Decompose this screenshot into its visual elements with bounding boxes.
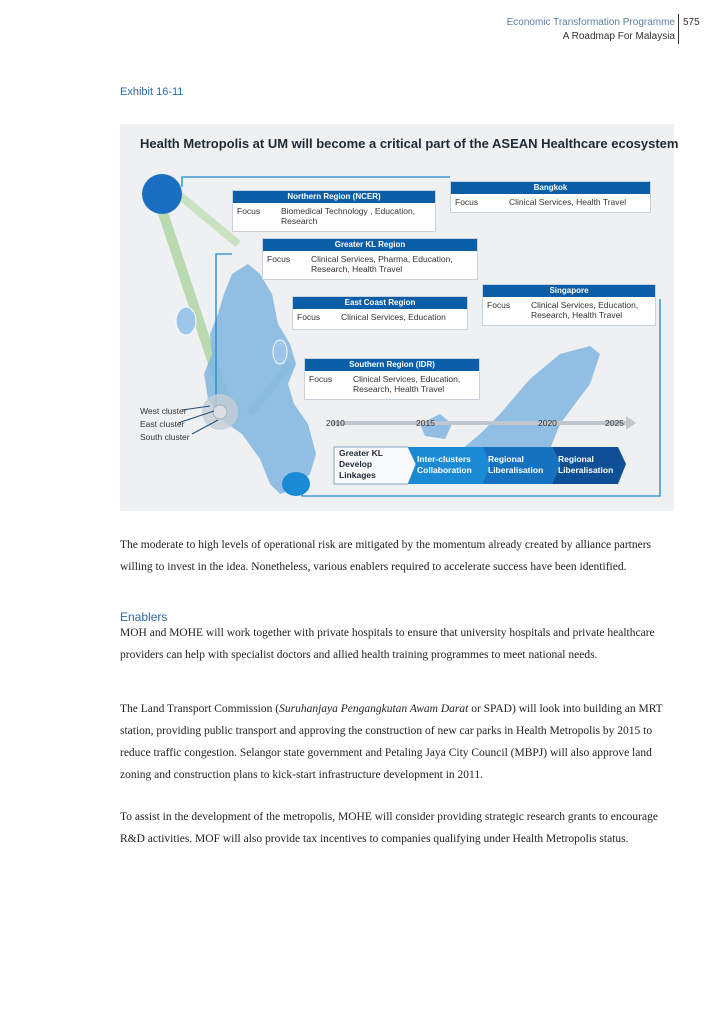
focus-value: Clinical Services, Education, Research, Health Travel — [353, 374, 461, 394]
spad-text-start: The Land Transport Commission ( — [120, 703, 280, 715]
guide-band-northeast — [178, 194, 238, 244]
highlight-south — [282, 472, 310, 496]
highlight-kl — [176, 307, 196, 335]
highlight-east — [273, 340, 287, 364]
region-northern — [232, 190, 436, 232]
exhibit-label: Exhibit 16-11 — [120, 86, 184, 98]
region-name: Bangkok — [451, 182, 650, 194]
focus-label: Focus — [309, 374, 333, 384]
bangkok-bubble — [142, 174, 182, 214]
focus-label: Focus — [455, 197, 479, 207]
stage-label: Regional Liberalisation — [558, 454, 614, 475]
stage-label: Inter-clusters Collaboration — [417, 454, 472, 475]
region-southern — [304, 358, 480, 400]
paragraph-moh: MOH and MOHE will work together with private hospitals to ensure that university hospitals and private healthcare providers can help with specialist doctors and allied health training programmes to meet national needs. — [120, 627, 655, 661]
health-metropolis-figure — [120, 124, 679, 511]
paragraph-spad — [120, 698, 680, 786]
region-name: East Coast Region — [293, 297, 467, 309]
spad-malay-name: Suruhanjaya Pengangkutan Awam Darat — [279, 703, 469, 715]
focus-label: Focus — [297, 312, 321, 322]
stage-label: Greater KL Develop Linkages — [339, 448, 383, 480]
year-label: 2015 — [416, 418, 435, 428]
focus-value: Clinical Services, Health Travel — [509, 197, 627, 207]
header-title: Economic Transformation Programme — [506, 17, 675, 28]
stage-label: Regional Liberalisation — [488, 454, 544, 475]
region-name: Singapore — [483, 285, 655, 297]
year-label: 2025 — [605, 418, 624, 428]
region-bangkok — [450, 181, 651, 213]
spad-text-end: or SPAD) will look into building an MRT station, providing public transport and approving the construction of new car parks in Health Metropolis by 2015 to reduce traffic congestion. Selangor state government and Petaling Jaya City Council (MBPJ) will also approve land zoning and construction plans to kick-start infrastructure development in 2011. — [120, 703, 663, 781]
south-cluster-label: South cluster — [140, 432, 190, 442]
region-greater-kl — [262, 238, 478, 280]
year-label: 2020 — [538, 418, 557, 428]
focus-value: Clinical Services, Education — [341, 312, 446, 322]
region-name: Greater KL Region — [263, 239, 477, 251]
paragraph-risk: The moderate to high levels of operational risk are mitigated by the momentum already created by alliance partners willing to invest in the idea. Nonetheless, various enablers required to accelerate success have been identified. — [120, 539, 652, 573]
header-divider — [678, 14, 679, 44]
focus-value: Clinical Services, Pharma, Education, Research, Health Travel — [311, 254, 453, 274]
header-subtitle: A Roadmap For Malaysia — [562, 31, 675, 42]
east-cluster-label: East cluster — [140, 419, 185, 429]
focus-value: Biomedical Technology , Education, Research — [281, 206, 416, 226]
timeline-arrow — [332, 416, 636, 430]
cluster-center — [213, 405, 227, 419]
focus-label: Focus — [487, 300, 511, 310]
focus-value: Clinical Services, Education, Research, Health Travel — [531, 300, 639, 320]
enablers-heading: Enablers — [120, 610, 168, 624]
focus-label: Focus — [267, 254, 291, 264]
figure-title: Health Metropolis at UM will become a critical part of the ASEAN Healthcare ecosystem — [140, 136, 679, 151]
paragraph-mohe: To assist in the development of the metropolis, MOHE will consider providing strategic research grants to encourage R&D activities. MOF will also provide tax incentives to companies qualifying under Health Metropolis status. — [120, 811, 658, 845]
year-label: 2010 — [326, 418, 345, 428]
region-east-coast — [292, 296, 468, 330]
focus-label: Focus — [237, 206, 261, 216]
page-number: 575 — [683, 17, 700, 28]
connector-bangkok — [182, 177, 450, 187]
region-singapore — [482, 284, 656, 326]
region-name: Southern Region (IDR) — [305, 359, 479, 371]
west-cluster-label: West cluster — [140, 406, 187, 416]
region-name: Northern Region (NCER) — [233, 191, 435, 203]
